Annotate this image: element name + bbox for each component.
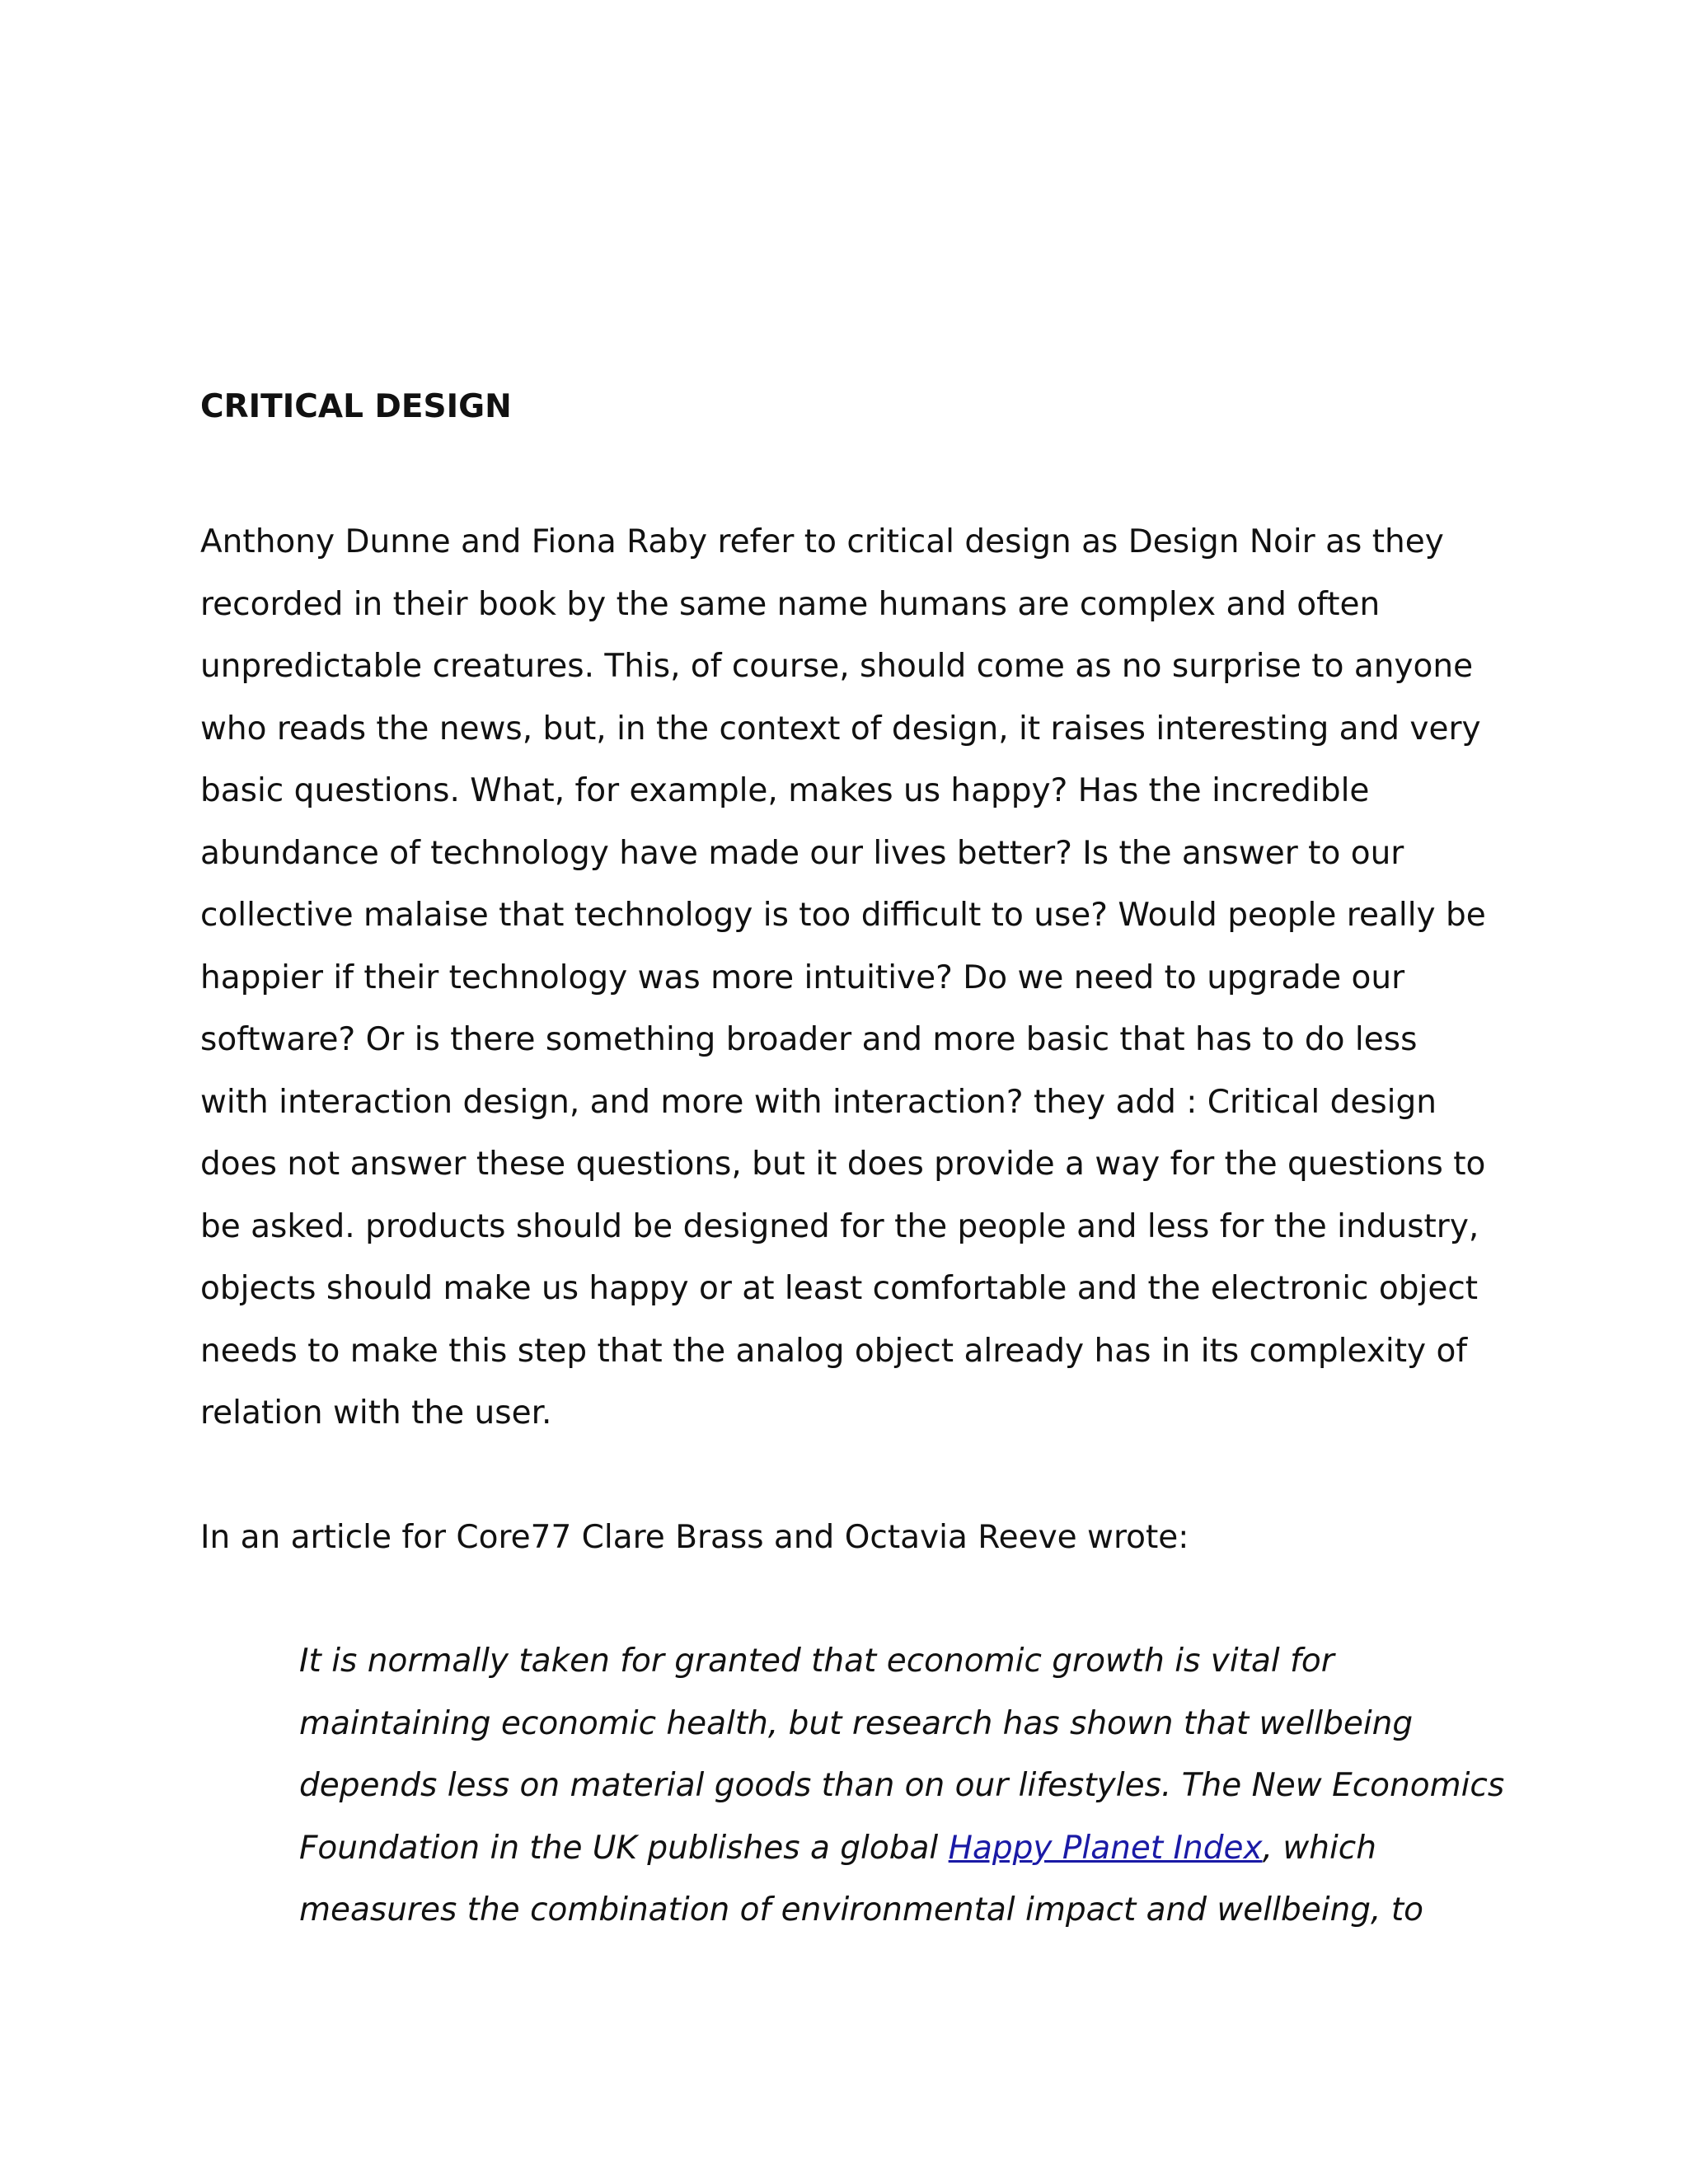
paragraph-line: be asked. products should be designed for the people and less for the industry, xyxy=(200,1207,1479,1245)
paragraph-line: software? Or is there something broader and more basic that has to do less xyxy=(200,1021,1418,1058)
paragraph-line: objects should make us happy or at least comfortable and the electronic object xyxy=(200,1270,1479,1307)
section-heading: CRITICAL DESIGN xyxy=(200,388,512,425)
paragraph-line: does not answer these questions, but it does provide a way for the questions to xyxy=(200,1146,1486,1183)
document-content xyxy=(200,386,1503,1942)
quote-text: Foundation in the UK publishes a global xyxy=(299,1829,949,1867)
paragraph-critical-design xyxy=(200,511,1503,1445)
paragraph-article-intro: In an article for Core77 Clare Brass and Octavia Reeve wrote: xyxy=(200,1518,1189,1556)
paragraph-line: happier if their technology was more intuitive? Do we need to upgrade our xyxy=(200,958,1405,996)
block-quote xyxy=(299,1630,1503,1942)
quote-line: It is normally taken for granted that economic growth is vital for xyxy=(299,1643,1334,1680)
paragraph-line: with interaction design, and more with interaction? they add : Critical design xyxy=(200,1083,1437,1121)
paragraph-line: relation with the user. xyxy=(200,1394,552,1432)
paragraph-line: Anthony Dunne and Fiona Raby refer to critical design as Design Noir as they xyxy=(200,523,1444,560)
happy-planet-index-link[interactable]: Happy Planet Index xyxy=(948,1829,1263,1867)
paragraph-line: recorded in their book by the same name humans are complex and often xyxy=(200,585,1381,623)
paragraph-line: abundance of technology have made our lives better? Is the answer to our xyxy=(200,834,1404,872)
quote-line-with-link xyxy=(299,1817,1503,1880)
paragraph-line: basic questions. What, for example, makes us happy? Has the incredible xyxy=(200,772,1370,809)
quote-text: , which xyxy=(1262,1829,1376,1867)
quote-line: depends less on material goods than on our lifestyles. The New Economics xyxy=(299,1767,1505,1804)
paragraph-line: needs to make this step that the analog object already has in its complexity of xyxy=(200,1332,1468,1370)
quote-line: maintaining economic health, but research has shown that wellbeing xyxy=(299,1704,1414,1742)
paragraph-line: unpredictable creatures. This, of course, should come as no surprise to anyone xyxy=(200,648,1474,685)
quote-line: measures the combination of environmental impact and wellbeing, to xyxy=(299,1891,1423,1929)
paragraph-line: collective malaise that technology is too difficult to use? Would people really be xyxy=(200,897,1486,934)
paragraph-line: who reads the news, but, in the context of design, it raises interesting and very xyxy=(200,710,1481,748)
